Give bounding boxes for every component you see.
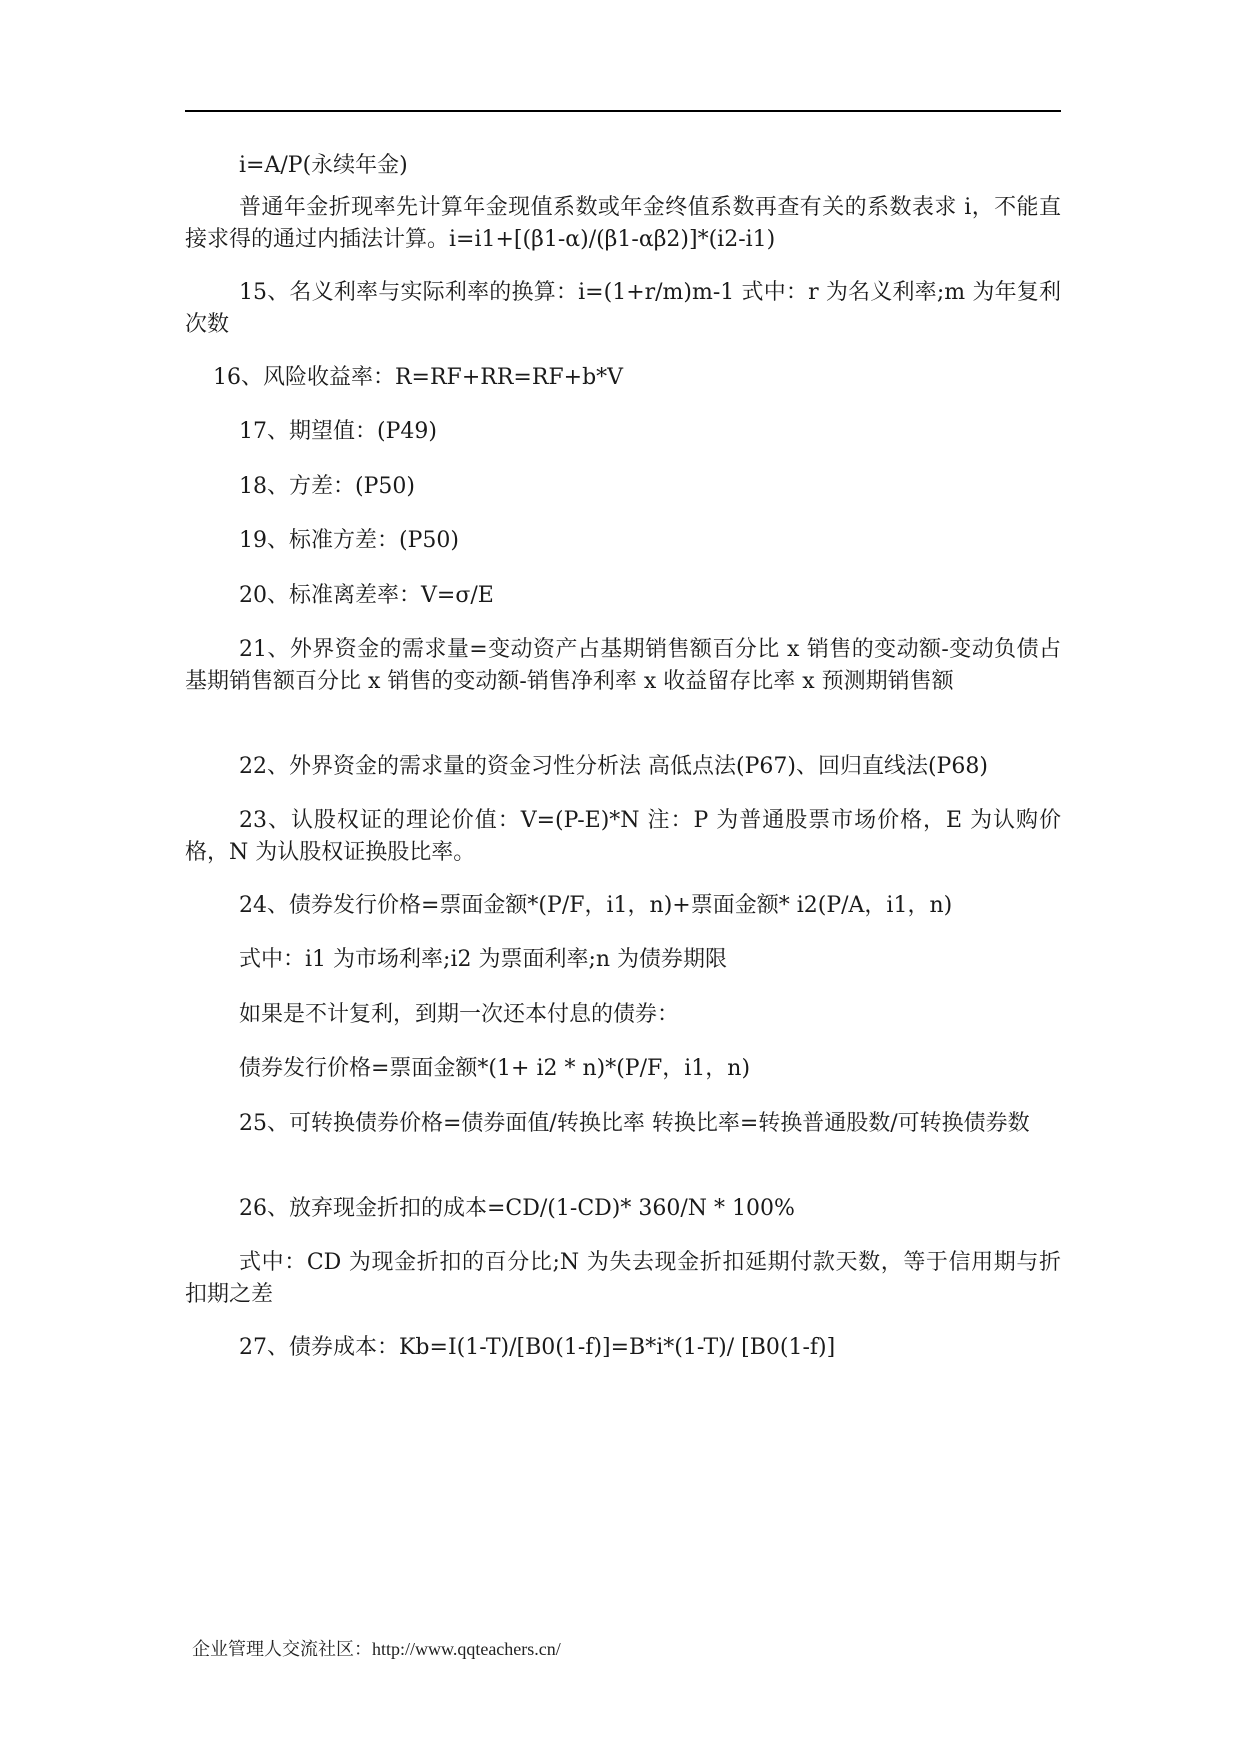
paragraph-item-26: 26、放弃现金折扣的成本=CD/(1-CD)* 360/N * 100% bbox=[239, 1196, 795, 1221]
paragraph-item-16: 16、风险收益率：R=RF+RR=RF+b*V bbox=[213, 365, 624, 390]
header-rule bbox=[185, 110, 1061, 112]
paragraph-annuity-discount-rate: 普通年金折现率先计算年金现值系数或年金终值系数再查有关的系数表求 i，不能直接求得的通过内插法计算。i=i1+[(β1-α)/(β1-αβ2)]*(i2-i1) bbox=[185, 195, 1061, 252]
paragraph-item-22: 22、外界资金的需求量的资金习性分析法 高低点法(P67)、回归直线法(P68) bbox=[239, 754, 988, 779]
paragraph-perpetuity-formula: i=A/P(永续年金) bbox=[239, 153, 408, 178]
paragraph-item-17: 17、期望值：(P49) bbox=[239, 419, 437, 444]
paragraph-item-20: 20、标准离差率：V=σ/E bbox=[239, 583, 494, 608]
paragraph-item-21: 21、外界资金的需求量=变动资产占基期销售额百分比 x 销售的变动额-变动负债占基期销售额百分比 x 销售的变动额-销售净利率 x 收益留存比率 x 预测期销售额 bbox=[185, 637, 1061, 694]
paragraph-bond-price-formula: 债券发行价格=票面金额*(1+ i2 * n)*(P/F，i1，n) bbox=[239, 1056, 751, 1081]
paragraph-item-25: 25、可转换债券价格=债券面值/转换比率 转换比率=转换普通股数/可转换债券数 bbox=[239, 1111, 1030, 1136]
paragraph-item-23: 23、认股权证的理论价值：V=(P-E)*N 注：P 为普通股票市场价格，E 为认购价格，N 为认股权证换股比率。 bbox=[185, 808, 1061, 865]
paragraph-item-27: 27、债券成本：Kb=I(1-T)/[B0(1-f)]=B*i*(1-T)/ [B0(1-f)] bbox=[239, 1335, 836, 1360]
paragraph-item-24-note: 式中：i1 为市场利率;i2 为票面利率;n 为债券期限 bbox=[239, 947, 728, 972]
paragraph-item-15: 15、名义利率与实际利率的换算：i=(1+r/m)m-1 式中：r 为名义利率;m 为年复利次数 bbox=[185, 280, 1061, 337]
paragraph-simple-interest-bond: 如果是不计复利，到期一次还本付息的债券： bbox=[239, 1002, 680, 1027]
paragraph-item-19: 19、标准方差：(P50) bbox=[239, 528, 459, 553]
paragraph-item-26-note: 式中：CD 为现金折扣的百分比;N 为失去现金折扣延期付款天数，等于信用期与折扣期之差 bbox=[185, 1250, 1061, 1307]
paragraph-item-24: 24、债券发行价格=票面金额*(P/F，i1，n)+票面金额* i2(P/A，i1，n) bbox=[239, 893, 953, 918]
page-footer: 企业管理人交流社区：http://www.qqteachers.cn/ bbox=[192, 1639, 561, 1659]
paragraph-item-18: 18、方差：(P50) bbox=[239, 474, 415, 499]
